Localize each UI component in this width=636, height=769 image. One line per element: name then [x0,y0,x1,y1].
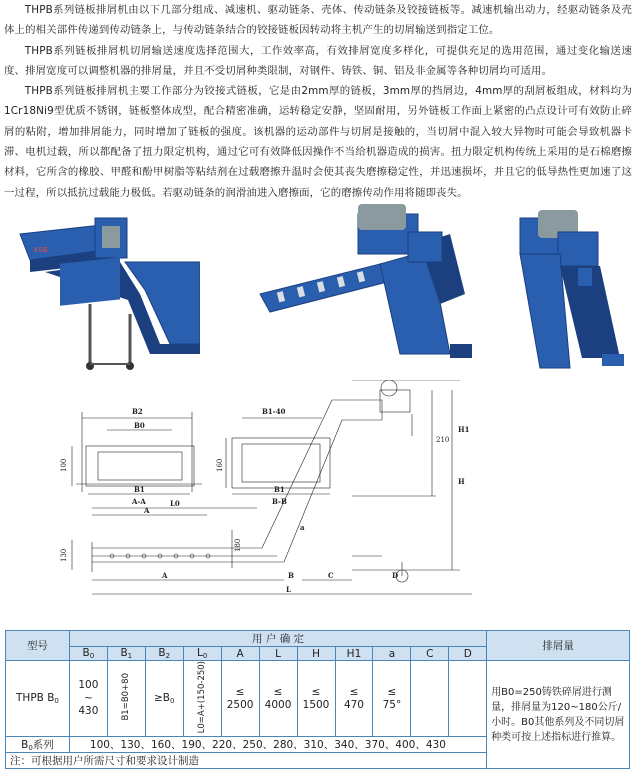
col-l: L [259,647,297,661]
label-130: 130 [60,548,68,562]
intro-paragraph-2: THPB系列链板排屑机切屑输送速度选择范围大，工作效率高，有效排屑宽度多样化，可提供充足的选用范围，通过变化输送速度、排屑宽度可以调整机器的排屑量，并且不受切屑种类限制，对钢件、铸铁、铜、铝及非金属等各种切屑均可适用。 [4,44,632,77]
capacity-header: 排屑量 [487,631,630,661]
label-b2: B2 [132,407,143,416]
label-210: 210 [436,436,450,444]
alpha-value: ≤ 75° [373,661,411,737]
col-b2: B2 [145,647,183,661]
machine-photo-right [510,208,630,378]
c-value [411,661,449,737]
dimension-diagram [52,380,532,610]
capacity-text: 用B0=250铸铁碎屑进行测量，排屑量为120~180公斤/小时。B0其他系列及不同切屑种类可按上述指标进行推算。 [487,661,630,769]
label-c: C [328,571,334,580]
b1-value: B1=B0+80 [107,661,145,737]
table-note: 注：可根据用户所需尺寸和要求设计制造 [6,753,487,769]
intro-paragraph-1: THPB系列链板排屑机由以下几部分组成、减速机、驱动链条、壳体、传动链条及铰接链板等。减速机输出动力，经驱动链条及壳体上的相关部件传递到传动链条上，与传动链条结合的铰接链板因转动将主机产生的切屑输送到指定工位。 [4,4,632,37]
col-alpha: a [373,647,411,661]
spec-table [5,630,630,769]
model-cell: THPB B0 [6,661,70,737]
col-h1: H1 [335,647,373,661]
d-value [449,661,487,737]
col-d: D [449,647,487,661]
label-l0: L0 [170,499,180,508]
label-d: D [392,571,399,580]
a-value: ≤ 2500 [221,661,259,737]
intro-text [4,0,632,203]
technical-drawing [52,380,532,610]
label-l: L [286,585,291,594]
label-b: B [288,571,294,580]
series-label: B0系列 [6,737,70,753]
machine-photo-left [0,204,200,374]
col-l0: L0 [183,647,221,661]
label-180: 180 [234,538,242,552]
label-b1-40: B1-40 [262,407,286,416]
col-a: A [221,647,259,661]
series-values: 100、130、160、190、220、250、280、310、340、370、400、430 [69,737,486,753]
b0-value: 100 ~ 430 [69,661,107,737]
b2-value: ≥B0 [145,661,183,737]
machine-photo-middle [250,204,500,374]
label-h1: H1 [458,425,470,434]
svg-text:KSB: KSB [34,246,48,254]
label-a-top: A [144,506,150,515]
label-aa: A-A [132,497,146,506]
label-b0: B0 [134,421,145,430]
label-bb: B-B [272,497,287,506]
label-alpha: a [300,523,305,532]
model-header: 型号 [6,631,70,661]
h1-value: ≤ 470 [335,661,373,737]
label-a-bottom: A [162,571,168,580]
label-160: 160 [216,458,224,472]
label-100: 100 [60,458,68,472]
label-h: H [458,477,465,486]
label-b1-aa: B1 [134,485,145,494]
col-c: C [411,647,449,661]
l-value: ≤ 4000 [259,661,297,737]
user-confirm-header: 用 户 确 定 [69,631,486,647]
col-h: H [297,647,335,661]
label-b1-bb: B1 [274,485,285,494]
col-b1: B1 [107,647,145,661]
intro-paragraph-3: THPB系列链板排屑机主要工作部分为铰接式链板，它是由2mm厚的链板，3mm厚的挡屑边，4mm厚的刮屑板组成，材料均为1Cr18Ni9型优质不锈钢，链板整体成型，配合精密准确，运转稳定安静，坚固耐用，另外链板工作面上紧密的凸点设计可有效防止碎屑的粘附，增加排屑能力，同时增加了链板的强度。该机器的运动部件与切屑是接触的，当切屑中混入较大异物时可能会导致机器卡滞、电机过载，所以都配备了扭力限定机构，通过它可有效降低因操作不当给机器造成的损害。扭力限定机构传统上采用的是石棉磨擦材料，它所含的橡胶、甲醛和酚甲树脂等粘结剂在过载磨擦升温时会使其丧失磨擦稳定性，并迅速损坏，并且它的低导热性更加速了这一过程，所以抵抗过载能力极低。若驱动链条的润滑油进入磨擦面，它的磨擦传动作用将随即丧失。 [4,85,632,199]
product-photos [0,204,636,374]
col-b0: B0 [69,647,107,661]
h-value: ≤ 1500 [297,661,335,737]
l0-value: L0=A+(150-250) [183,661,221,737]
